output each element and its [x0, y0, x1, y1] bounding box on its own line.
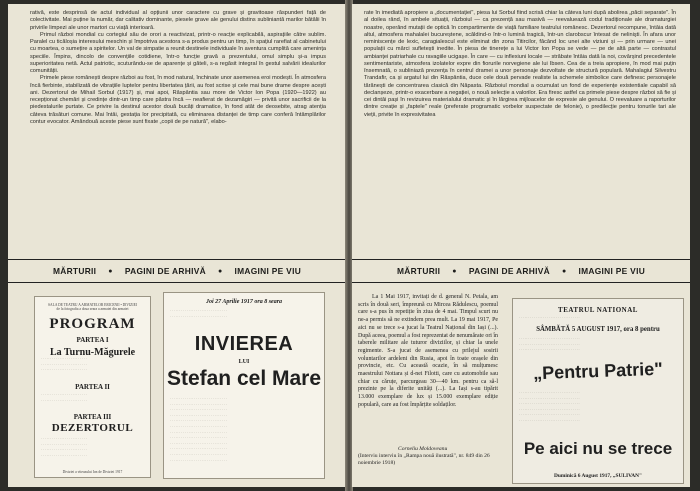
poster-title-2: Pe aici nu se trece — [523, 439, 673, 458]
band-item: IMAGINI PE VIU — [234, 266, 302, 276]
poster-part-1: PARTEA I — [76, 335, 109, 344]
poster-title: „Pentru Patrie" — [532, 358, 664, 384]
band-item: MĂRTURII — [396, 266, 441, 276]
band-item: PAGINI DE ARHIVĂ — [468, 266, 550, 276]
bullet-icon: ● — [452, 267, 457, 275]
poster-fine-print: · · · · · · · · · · · · · · · · · · · · · · · · · · · · · · · · · · · · · · · · · · · · · · · · · · · · · · · · · · · · · · · · · · · · · · · · · · · · · · · · · · · · · · · · · · · · · · · · · · · — [519, 337, 580, 353]
poster-part-3: PARTEA III — [73, 413, 112, 421]
poster-footer: Duminică 6 August 1917, „SULIVAN" — [553, 473, 643, 479]
poster-fine-print: · · · · · · · · · · · · · · · · · · · · · · · · · · · · · · · · · · · · · · · · · · · · · · · · · · — [41, 393, 87, 403]
left-paragraph-3: Primele piese românești despre război au fost, în mod natural, închinate unor asemenea eroi modești. În atmosfera încă fierbinte, stabilizată de vibrațiile luptelor pentru libertatea țării, au fost scrise și cele mai bune drame despre acești ani. Dezertorul de Mihail Sorbul (1917) și, mai apoi, Răspântia sau more de Victor Ion Popa (1920—1922) au recepționat chemări și credințe dintr-un timp care păstra încă — neafierat de dezamăgiri — privită unor sacrificii de la piedestalurile purtate. Ce privire la destinul acestor două bucăți dramatice, în fond atât de deosebite, atrag atenția câteva trăsături comune. Mai întâi, gestația lor precipitată, cu eliminarea distanței de timp care conferă întâmplărilor contur evocator. Amândouă aceste piese sunt fixate „copii de pe natură", elabo- — [30, 75, 326, 125]
poster-header: SALA DE TEATRU A ARMATELOR ERICENII • DIVIZIEI — [48, 303, 137, 307]
poster-fine-print: · · · · · · · · · · · · · · · · · · · · · · · · · · · · · · · · · · · · · · · · · · · · · · · · · · · · · · · · · · · · · · · · · · · · · · · · · · · · · · · · · · · · · · · · · · · · · · · · · · · · · · · · · · · · · · · · · · · · · · · · · · · · · · · · · · · · · · · · · · · · · · · · · · · · · · · · · · · · · · · · · · · · · · · · · · · · · · · · · · · · · · · · · · · · · · · · · · · · · · — [519, 391, 580, 423]
poster-subheader: de la fotografia a doua seara a armatei din armatei — [56, 307, 129, 312]
signature-name: Corneliu Moldoveanu — [398, 446, 448, 452]
poster-play-1: La Turnu-Măgurele — [49, 346, 136, 358]
bullet-icon: ● — [217, 267, 223, 275]
poster-pentru-patrie — [512, 298, 684, 484]
section-band-right — [352, 259, 690, 283]
left-page — [8, 4, 347, 487]
bullet-icon: ● — [561, 267, 567, 275]
left-paragraph-1: rativă, este desprinsă de actul individual al opțiunii unor caractere cu grave și gravitoase răspunderi față de colectivitate. Mai puține la număr, dar calitativ dominante, piesele grave ale genului distins subliniantă marilor bătălii în privirile limpezi ale unor martori cu viață interioară. — [30, 10, 326, 31]
poster-title: PROGRAM — [49, 315, 136, 332]
poster-sub: LUI — [238, 359, 250, 365]
poster-fine-print: · · · · · · · · · · · · · · · · · · · · · · · · · · · · · · · · · · · · · · · · · · · · · · · · · · · · · · · · · · · · · · — [170, 309, 227, 319]
poster-title-2: Stefan cel Mare — [166, 367, 322, 390]
right-page-text — [364, 10, 676, 119]
testimony-signature — [358, 446, 498, 467]
band-item: PAGINI DE ARHIVĂ — [124, 266, 206, 276]
poster-date: Joi 27 Aprilie 1917 ora 8 seara — [205, 299, 283, 305]
poster-theater: TEATRUL NATIONAL — [558, 306, 638, 314]
section-band-left — [8, 259, 346, 283]
right-paragraph-1: rate în imediată apropiere a „documentației", piesa lui Sorbul fiind scrisă chiar la câteva luni după abolirea „păcii separate". În al doilea rând, în ambele situații, războiul — ca prezență sau masivă — reevaluează codul tradiționale ale dramaturgiei noastre, operând mutații de optică în compartimente de viață familiare teatrului românesc. Dezertorul recompune, întâia dată altul, atmosfera mahalalei bucureștene, scăldind-o într-o lumină tragică, într-un clarobscur întesat de nelinişti. În afara unor reminiscențe de lexic, caragialescul este eliminat din zona Titircilor, făcând loc unei alte viziuni și — prin urmare — unei populații cu mărci sufletești inedite. În piesa de tinerețe a lui Victor Ion Popa se vede — pe de altă parte — contrastul ambianței patriarhale cu ravagiile ucigașe. În care — cu inflexiuni locale — străbate întâia dată la noi, covârșind precedentele sentimentariste, atmosfera izolatelor expre din fiorurile norvegiene ale lui Ibsen. Cea de a treia apropiere, în mod mai puțin însemnată, o subliniază prezența în centrul dramei a unor personaje dezvoltate de structură populară. Mahalagiul Silvestru Trandafir, ca și argatul lui din Răspântia, duce cele două pervade realiste la schemele simbolice care definesc personajele tărănești de concentrarea clasică din Năpasta. Războiul mondial a ocumulat un fond de experiențe existentiale capabil să declanșeze, printr-o exacerbare a negației, o nouă selecție a valorilor. Era firesc astfel ca primele piese despre război să fie și cei dintâi pași în revizuirea materialului dramatic și în lărgirea mijloacelor de expresie ale genului. O reevaluare a raporturilor dintre creație și „faptele" reale (preferate programatic vorbelor suspectate de felonie), o predilecție pentru tonurile tari ale vieții, privite în expresivitatea — [364, 10, 676, 118]
poster-play-3: DEZERTORUL — [51, 422, 134, 434]
poster-fine-print: · · · · · · · · · · · · · · · · · · · · · · · · · · · · · · · · · · · · · · · · · · · · · · · · · · · · · · · · · · · · · · · · · · · · · · · · · · · · · · · · · · · · · · · · · · · · · · · · · · · · — [41, 437, 87, 458]
poster-date: SÂMBĂTĂ 5 AUGUST 1917, ora 8 pentru — [536, 326, 660, 333]
poster-fine-print: · · · · · · · · · · · · · · · · · · · · · · · · · · · · · · · · · · · · · · · · · · · · · · · · · · · · · · · · · · · · · · · · · · · · · · · · · · · · · · · · · · · · · · · · · · · · · · · · · · · · · · · · · · · · · · · · · · · · · · · · · · · · · · · · · · · · · · · · · · · · · · · · · · · · · · · · · · · · · · · · · · · · · · · · · · · · · · · · · · · · · · · · · · · · · · · · · · · · · · · · · · · · · · · · · · · · · · · · · · · · · · · · · · · · · · · · · · · · · · · · · · · · · · · · · · · · · · · · · · · · · · · · · · · · · · · · · · · · · · · · · · · · · · · · · · · · · · · · · · · · · · · · · · · · · · · · · · · · · · · · · · · · · · · · · · · · · · · · · · · · · · · · · · · · · · · · · · · · · · · · · · · · · · · · · · · · — [170, 397, 227, 463]
right-page — [352, 4, 690, 487]
band-item: IMAGINI PE VIU — [578, 266, 646, 276]
signature-source: (Interviu interviu în „Rampa nouă ilustrată", nr. 849 din 26 noiembrie 1918) — [358, 453, 490, 466]
left-paragraph-2: Primul război mondial cu cortegiul său de orori a reactivizat, printr-o reacție explicabilă, aspirațiile către sublim. Paralel cu ticăloșia interesului meschin și împotriva acestora s-a produs pentru un timp, în spațiul rarefiat al cabinetului cu moartea, o sumețire a spiritelor. Un val de simpatie a reunit destinele individuale în aventura cumplită care amenința speciile. Împins, dincolo de convențiile cotidiene, într-o funcție gravă a prezentului, omul simplu și-a impus superioritatea netă. Actul patriotic, scuturându-se de aparențe și găteli, s-a regăsit integral în gestul salvării idealurilor comunității. — [30, 31, 326, 74]
poster-title: INVIEREA — [194, 333, 294, 355]
poster-invierea — [163, 292, 325, 479]
poster-part-2: PARTEA II — [75, 383, 110, 391]
testimony-text: La 1 Mai 1917, invitați de d. general N. Petala, am scris în două seri, împreună cu Mircea Rădulescu, poemul care s-a pus în repetiție în ziua de 4 mai. Timpul scurt nu ne-a permis să ne extindem prea mult. La 19 mai 1917, Pe aici nu se trece s-a jucat la Teatrul Național din Iași (...). După aceea, poemul a fost reprezentat de nenumărate ori în taberele militare ale tuturor diviziilor, și chiar la unele regimente. S-a jucat de asemenea cu prilejul sosirii voluntarilor ardeleni din Rusia, apoi în toate orașele din provincie, etc. Cu această ocazie, în să mulțumesc maestrului Nottara și d-nei Filotti, care cu automobile sau chiar cu căruțe, parcurgeau 30—40 km. pentru ca să-l prezinte pe la diferite unități (...). La Iași s-au tipărit 13.000 exemplare de lux și 15.000 exemplare ediție populară, care au fost împărțite soldaților. — [358, 294, 498, 408]
band-item: MĂRTURII — [52, 266, 97, 276]
poster-program — [34, 296, 151, 478]
poster-footer: Diviziei a viteazului Ion de Diviziei 1917 — [62, 469, 123, 474]
poster-fine-print: · · · · · · · · · · · · · · · · · · · · · · · · · · · · · · · · · — [519, 316, 580, 320]
poster-fine-print: · · · · · · · · · · · · · · · · · · · · · · · · · · · · · · · · · · · · · · · · · · · · · · · · · · · · · · · · · · · · · · · · · · · · · · · · · · · — [41, 357, 87, 373]
bullet-icon: ● — [108, 267, 113, 275]
left-page-text — [30, 10, 326, 126]
